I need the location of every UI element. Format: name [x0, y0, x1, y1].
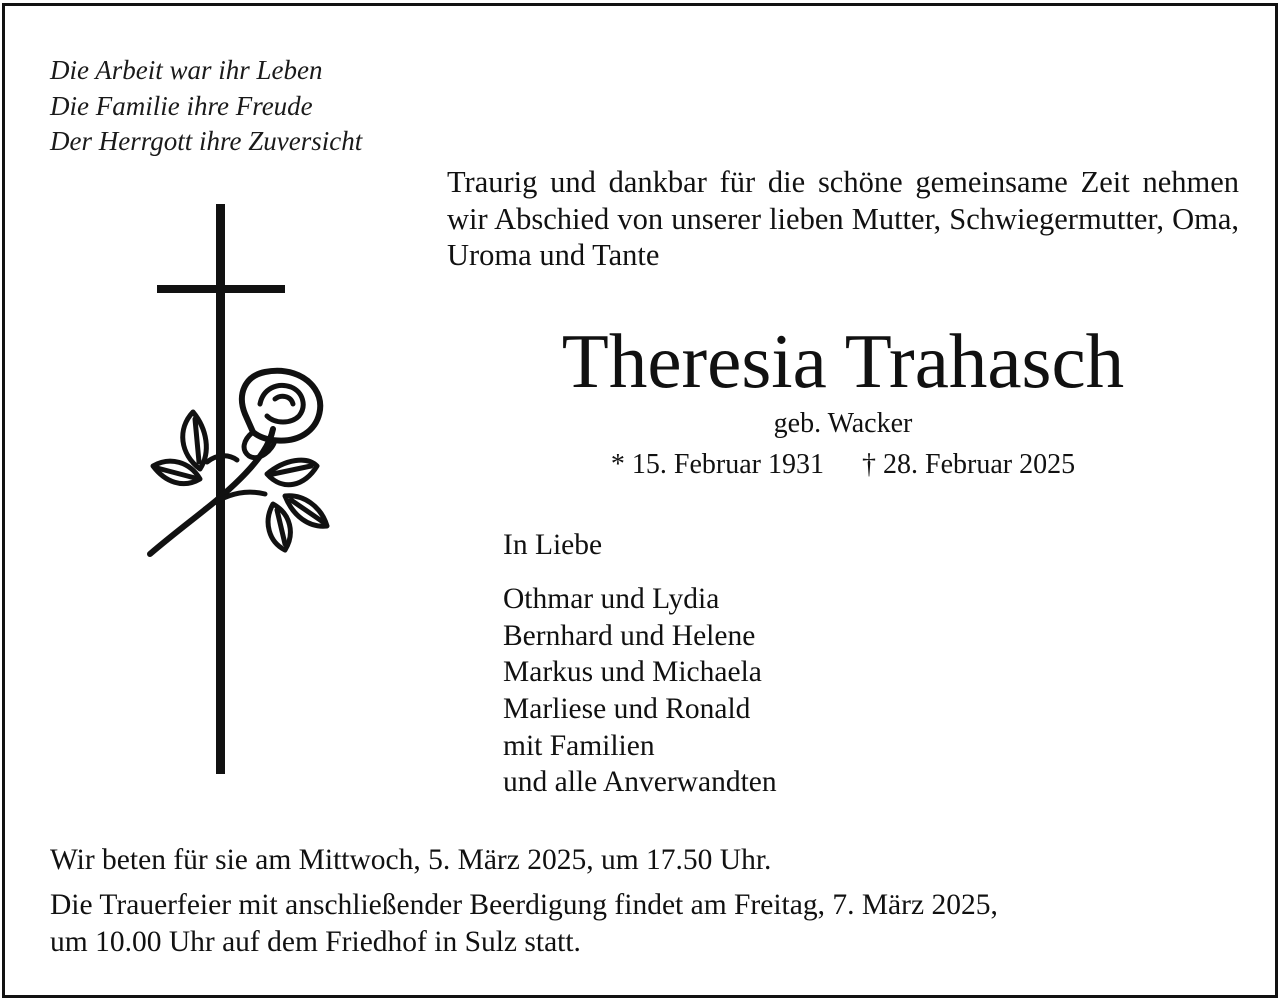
- deceased-name: Theresia Trahasch: [561, 318, 1125, 404]
- motto-line: Die Familie ihre Freude: [50, 90, 313, 121]
- rose-icon: [150, 371, 327, 554]
- mourner-line: Markus und Michaela: [503, 656, 762, 689]
- funeral-line: um 10.00 Uhr auf dem Friedhof in Sulz statt.: [50, 925, 581, 958]
- funeral-line: Die Trauerfeier mit anschließender Beerdigung findet am Freitag, 7. März 2025,: [50, 889, 998, 921]
- mourner-line: Othmar und Lydia: [503, 583, 720, 615]
- maiden-name: geb. Wacker: [773, 408, 913, 439]
- obituary-notice: [2, 3, 1278, 998]
- motto: [50, 53, 362, 160]
- life-dates: [447, 448, 1239, 482]
- birth-date: * 15. Februar 1931: [610, 449, 824, 480]
- cross-with-rose: [145, 204, 335, 779]
- death-date: † 28. Februar 2025: [862, 449, 1076, 480]
- mourner-line: mit Familien: [503, 729, 655, 762]
- motto-line: Die Arbeit war ihr Leben: [50, 55, 323, 85]
- mourners-list: [503, 581, 777, 801]
- mourner-line: und alle Anverwandten: [503, 766, 777, 799]
- mourner-line: Marliese und Ronald: [503, 693, 751, 726]
- cross-icon: [157, 204, 285, 774]
- motto-line: Der Herrgott ihre Zuversicht: [50, 126, 363, 156]
- prayer-info: Wir beten für sie am Mittwoch, 5. März 2025, um 17.50 Uhr.: [50, 844, 772, 876]
- intro-text: Traurig und dankbar für die schöne gemeinsame Zeit nehmen wir Abschied von unserer lieben Mutter, Schwiegermutter, Oma, Uroma und Tante: [447, 165, 1239, 272]
- funeral-info: [50, 887, 998, 960]
- in-love-label: In Liebe: [503, 529, 603, 561]
- mourner-line: Bernhard und Helene: [503, 619, 756, 652]
